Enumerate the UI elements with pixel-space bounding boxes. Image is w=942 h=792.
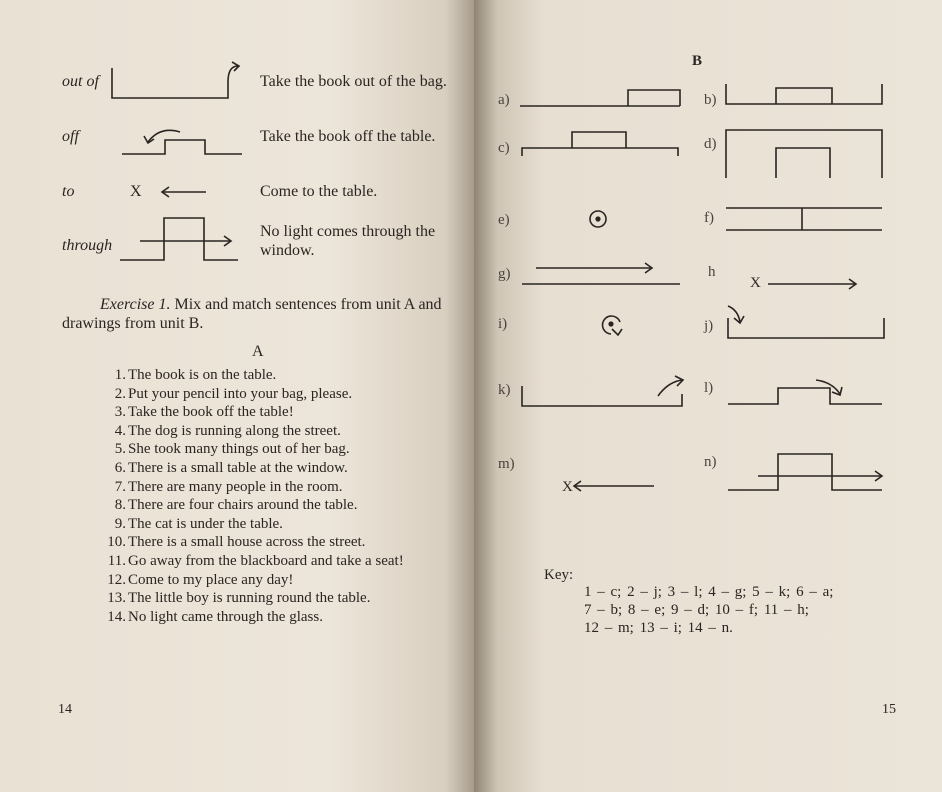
sentence-out-of: Take the book out of the bag. [260,73,447,90]
label-i: i) [498,316,508,332]
drawing-i [598,310,628,340]
drawing-e [588,208,610,230]
label-f: f) [704,210,714,226]
exercise-label: Exercise 1. [100,296,171,313]
term-through: through [62,237,113,254]
unit-a-heading: A [252,343,264,360]
label-c: c) [498,140,510,156]
label-b: b) [704,92,717,108]
sentence-through: No light comes through the window. [260,223,436,259]
list-item: 8. There are four chairs around the table. [114,497,358,514]
off-drawing [120,122,250,162]
to-marker: X [130,183,142,200]
label-m: m) [498,456,515,472]
drawing-g [518,260,684,290]
list-item: 6. There is a small table at the window. [114,459,348,476]
through-drawing [118,214,248,266]
list-item: 12. Come to my place any day! [107,571,294,588]
list-item: 11. Go away from the blackboard and take a seat! [107,552,404,569]
label-d: d) [704,136,717,152]
h-marker: X [750,275,761,291]
unit-b-heading: B [692,53,703,69]
term-out-of: out of [62,73,99,90]
key-line-1: 1 – c; 2 – j; 3 – l; 4 – g; 5 – k; 6 – a; [584,584,834,600]
to-arrow [160,184,210,200]
label-n: n) [704,454,717,470]
sentence-off: Take the book off the table. [260,128,436,145]
page-number-left: 14 [58,702,72,717]
drawing-k [518,374,688,412]
term-to: to [62,183,75,200]
drawing-d [724,126,890,182]
drawing-l [724,374,890,412]
sentence-to: Come to the table. [260,183,378,200]
drawing-m-arrow [570,478,660,494]
sentence-list [96,366,404,626]
right-page [474,0,942,792]
list-item: 3. Take the book off the table! [114,404,294,421]
list-item: 1. The book is on the table. [114,367,277,383]
m-marker: X [562,479,573,495]
key-label: Key: [544,567,574,583]
label-k: k) [498,382,511,398]
list-item: 2. Put your pencil into your bag, please. [114,385,353,402]
label-l: l) [704,380,714,396]
list-item: 14. No light came through the glass. [107,608,323,625]
label-h: h [708,264,716,280]
label-e: e) [498,212,510,228]
label-a: a) [498,92,510,108]
exercise-text: Mix and match sentences from unit A and drawings from unit B. [62,296,442,332]
label-g: g) [498,266,511,282]
drawing-c [518,128,684,162]
drawing-j [724,304,890,344]
drawing-a [518,84,684,110]
page-number-right: 15 [882,702,896,717]
label-j: j) [704,318,714,334]
key-line-2: 7 – b; 8 – e; 9 – d; 10 – f; 11 – h; [584,602,809,618]
drawing-f [724,204,890,236]
list-item: 10. There is a small house across the street. [107,534,366,551]
key-line-3: 12 – m; 13 – i; 14 – n. [584,620,733,636]
list-item: 4. The dog is running along the street. [114,422,341,439]
drawing-n [724,448,890,496]
exercise-instruction [62,295,460,333]
drawing-h-arrow [766,276,862,292]
list-item: 5. She took many things out of her bag. [114,441,350,458]
term-off: off [62,128,79,145]
out-of-drawing [110,60,250,105]
drawing-b [724,80,890,108]
list-item: 7. There are many people in the room. [114,478,343,495]
list-item: 9. The cat is under the table. [114,515,283,532]
list-item: 13. The little boy is running round the table. [107,590,371,607]
